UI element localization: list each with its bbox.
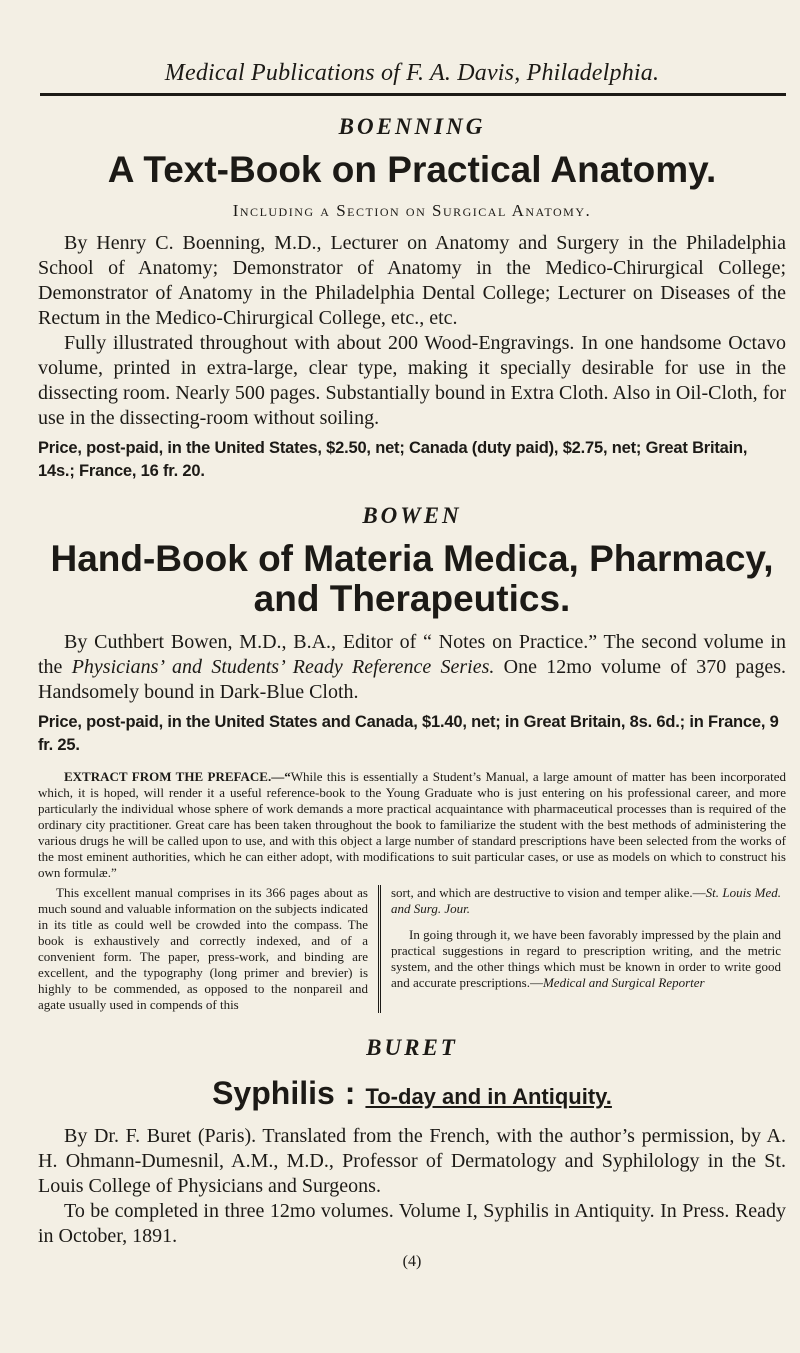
bowen-section bbox=[38, 503, 786, 1013]
page bbox=[38, 0, 786, 1271]
book-title-line2: and Therapeutics. bbox=[253, 578, 571, 620]
review-text bbox=[391, 927, 781, 991]
review-source: St. Louis Med. and Surg. Jour. bbox=[391, 885, 781, 917]
book-title: A Text-Book on Practical Anatomy. bbox=[107, 149, 717, 190]
description-text: By Cuthbert Bowen, M.D., B.A., Editor of “ Notes on Practice.” The second volume in the bbox=[38, 631, 786, 679]
page-number: (4) bbox=[402, 1253, 422, 1271]
price-line: Price, post-paid, in the United States, $2.50, net; Canada (duty paid), $2.75, net; Great Britain, 14s.; France, 16 fr. 20. bbox=[38, 438, 748, 480]
title-main: Syphilis bbox=[212, 1075, 335, 1112]
review-text-part: sort, and which are destructive to vision and temper alike.— bbox=[391, 885, 706, 901]
book-subtitle: Including a Section on Surgical Anatomy. bbox=[232, 200, 592, 220]
review-text-part: In going through it, we have been favorably impressed by the plain and practical suggestions in regard to prescription writing, and the metric system, and the other things which must be known in order to write good and accurate prescriptions.— bbox=[391, 927, 781, 991]
author-heading: BOENNING bbox=[338, 114, 486, 139]
author-heading: BOWEN bbox=[362, 502, 462, 528]
book-description: By Dr. F. Buret (Paris). Translated from the French, with the author’s permission, by A. H. Ohmann-Dumesnil, A.M., M.D., Professor of Dermatology and Syphilology in the St. Louis College of Physicians and Surgeons. bbox=[38, 1125, 786, 1198]
book-title bbox=[38, 1075, 786, 1112]
reviews bbox=[38, 885, 786, 1013]
review-text: This excellent manual comprises in its 366 pages about as much sound and valuable information on the subjects indicated in its title as could well be crowded into the compass. The book is exhaustively and correctly indexed, and of a convenient form. The paper, press-work, and binding are excellent, and the typography (long primer and brevier) is highly to be commended, as opposed to the nonpareil and agate usually used in compends of this bbox=[38, 885, 368, 1013]
header-rule bbox=[40, 93, 786, 96]
running-head: Medical Publications of F. A. Davis, Philadelphia. bbox=[164, 60, 660, 86]
book-title: Hand-Book of Materia Medica, Pharmacy, bbox=[50, 537, 774, 579]
review-left bbox=[38, 885, 378, 1013]
preface-extract bbox=[38, 769, 786, 881]
price-line: Price, post-paid, in the United States and Canada, $1.40, net; in Great Britain, 8s. 6d.; in France, 9 fr. 25. bbox=[38, 713, 779, 755]
title-sub: To-day and in Antiquity. bbox=[365, 1084, 612, 1110]
boenning-section bbox=[38, 114, 786, 483]
extract-label: EXTRACT FROM THE PREFACE.—“ bbox=[64, 769, 291, 785]
book-description: To be completed in three 12mo volumes. Volume I, Syphilis in Antiquity. In Press. Ready in October, 1891. bbox=[38, 1200, 786, 1248]
book-description: By Henry C. Boenning, M.D., Lecturer on Anatomy and Surgery in the Philadelphia School of Anatomy; Demonstrator of Anatomy in the Medico-Chirurgical College; Demonstrator of Anatomy in the Philadelphia Dental College; Lecturer on Diseases of the Rectum in the Medico-Chirurgical College, etc., etc. bbox=[38, 231, 786, 329]
book-description: Fully illustrated throughout with about 200 Wood-Engravings. In one handsome Octavo volume, printed in extra-large, clear type, making it specially desirable for use in the dissecting room. Nearly 500 pages. Substantially bound in Extra Cloth. Also in Oil-Cloth, for use in the dissecting-room without soiling. bbox=[38, 331, 786, 429]
buret-section bbox=[38, 1035, 786, 1249]
series-name: Physicians’ and Students’ Ready Reference Series. bbox=[71, 656, 495, 679]
book-description bbox=[38, 630, 786, 705]
author-heading: BURET bbox=[366, 1035, 458, 1061]
description-text: One 12mo volume of 370 pages. Handsomely bound in Dark-Blue Cloth. bbox=[38, 656, 787, 704]
extract-text: While this is essentially a Student’s Manual, a large amount of matter has been incorporated which, it is hoped, will render it a useful reference-book to the Young Graduate who is just entering on his professional career, and more particularly the individual whose sphere of work demands a more practical acquaintance with pharmaceutical processes than is required of the ordinary city practitioner. Great care has been taken throughout the book to familiarize the student with the best methods of administering the various drugs he will be called upon to use, and with this object a large number of standard prescriptions have been selected from the works of the most eminent authorities, which he can either adopt, with modifications to suit particular cases, or use as models on which to construct his own formulæ.” bbox=[38, 769, 786, 881]
review-right bbox=[378, 885, 781, 1013]
title-colon: : bbox=[344, 1075, 356, 1112]
review-text bbox=[391, 885, 781, 917]
review-source: Medical and Surgical Reporter bbox=[542, 975, 705, 991]
